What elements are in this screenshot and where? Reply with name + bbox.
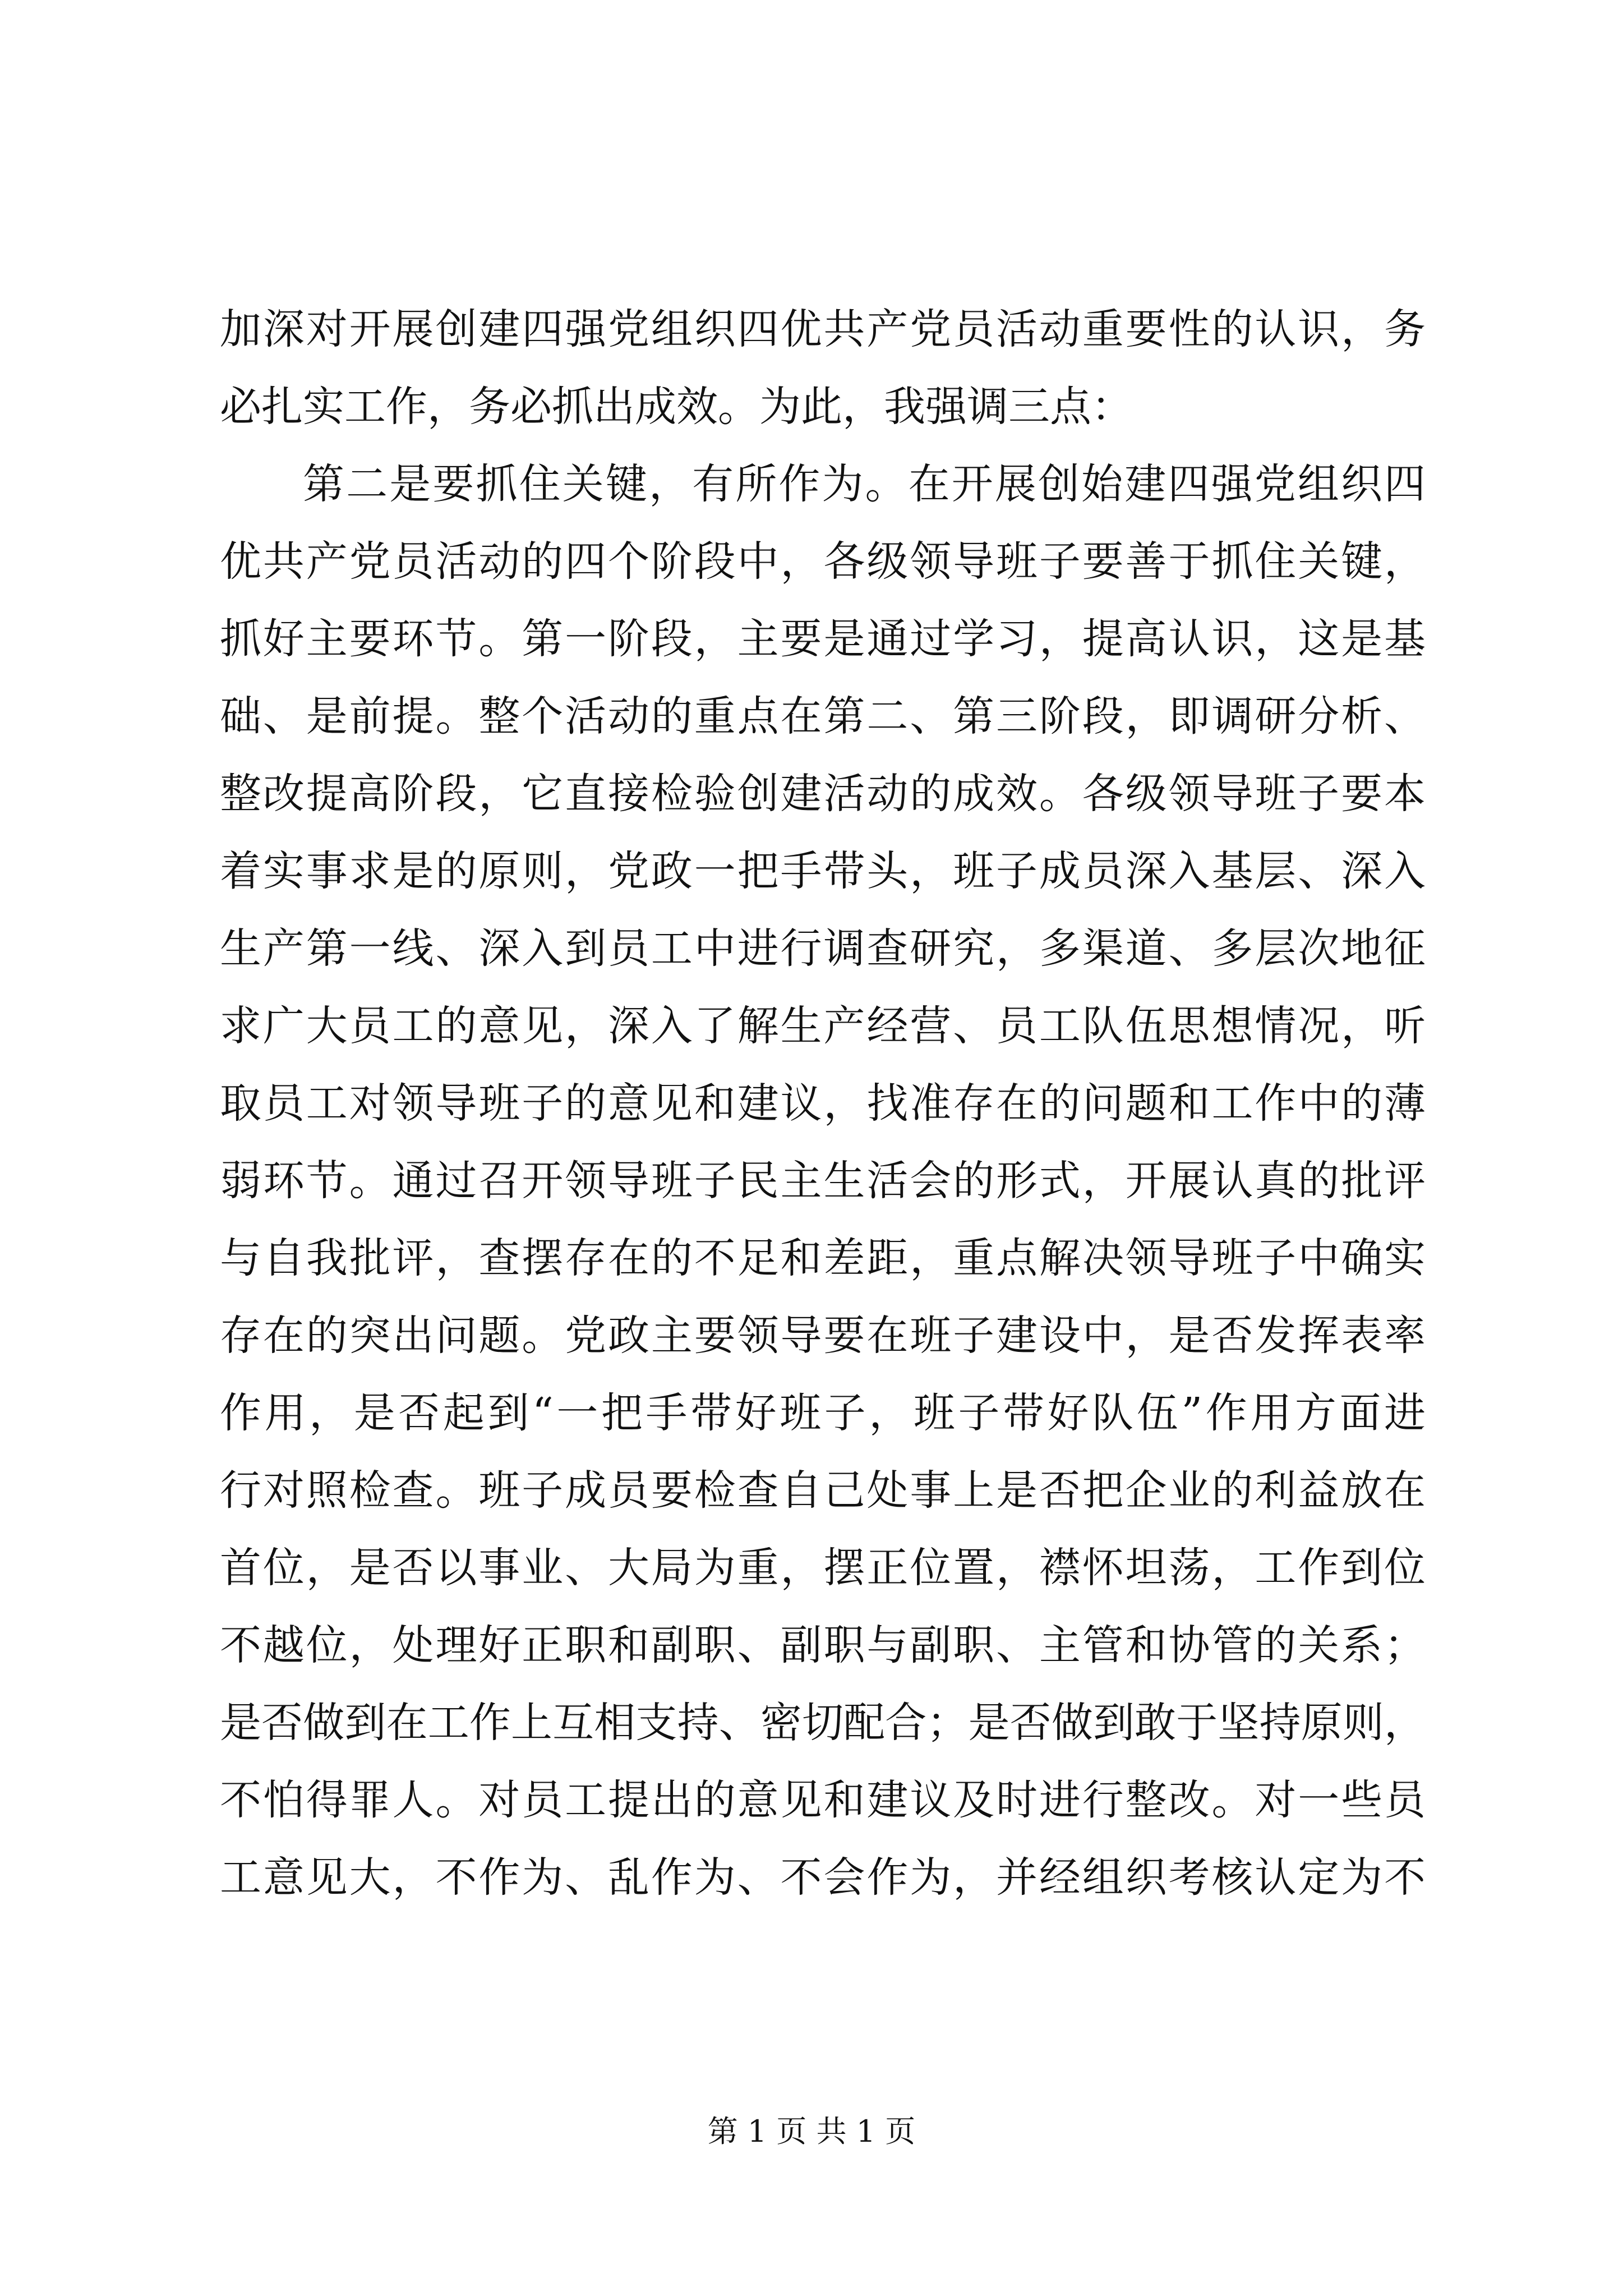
text-line: 弱环节。通过召开领导班子民主生活会的形式，开展认真的批评	[220, 1157, 1426, 1205]
text-line: 加深对开展创建四强党组织四优共产党员活动重要性的认识，务	[220, 305, 1426, 353]
text-line: 求广大员工的意见，深入了解生产经营、员工队伍思想情况，听	[220, 1002, 1426, 1050]
text-line: 必扎实工作，务必抓出成效。为此，我强调三点：	[220, 383, 1133, 431]
text-line: 生产第一线、深入到员工中进行调查研究，多渠道、多层次地征	[220, 924, 1426, 973]
text-line: 整改提高阶段，它直接检验创建活动的成效。各级领导班子要本	[220, 770, 1426, 818]
text-line: 不怕得罪人。对员工提出的意见和建议及时进行整改。对一些员	[220, 1776, 1426, 1824]
text-line: 抓好主要环节。第一阶段，主要是通过学习，提高认识，这是基	[220, 615, 1426, 663]
text-line: 作用，是否起到“一把手带好班子，班子带好队伍”作用方面进	[220, 1389, 1426, 1437]
text-line: 行对照检查。班子成员要检查自己处事上是否把企业的利益放在	[220, 1466, 1426, 1515]
text-line: 着实事求是的原则，党政一把手带头，班子成员深入基层、深入	[220, 847, 1426, 895]
text-line: 优共产党员活动的四个阶段中，各级领导班子要善于抓住关键，	[220, 537, 1426, 586]
text-line: 工意见大，不作为、乱作为、不会作为，并经组织考核认定为不	[220, 1853, 1426, 1902]
text-line: 首位，是否以事业、大局为重，摆正位置，襟怀坦荡，工作到位	[220, 1544, 1426, 1592]
text-line: 第二是要抓住关键，有所作为。在开展创始建四强党组织四	[303, 460, 1426, 508]
document-body	[220, 291, 1426, 1916]
page-number-footer: 第 1 页 共 1 页	[707, 2114, 916, 2149]
text-line: 与自我批评，查摆存在的不足和差距，重点解决领导班子中确实	[220, 1234, 1426, 1282]
text-line: 不越位，处理好正职和副职、副职与副职、主管和协管的关系；	[220, 1621, 1426, 1669]
text-line: 础、是前提。整个活动的重点在第二、第三阶段，即调研分析、	[220, 692, 1426, 740]
text-line: 存在的突出问题。党政主要领导要在班子建设中，是否发挥表率	[220, 1312, 1426, 1360]
text-line: 是否做到在工作上互相支持、密切配合；是否做到敢于坚持原则，	[220, 1699, 1426, 1747]
text-line: 取员工对领导班子的意见和建议，找准存在的问题和工作中的薄	[220, 1079, 1426, 1128]
